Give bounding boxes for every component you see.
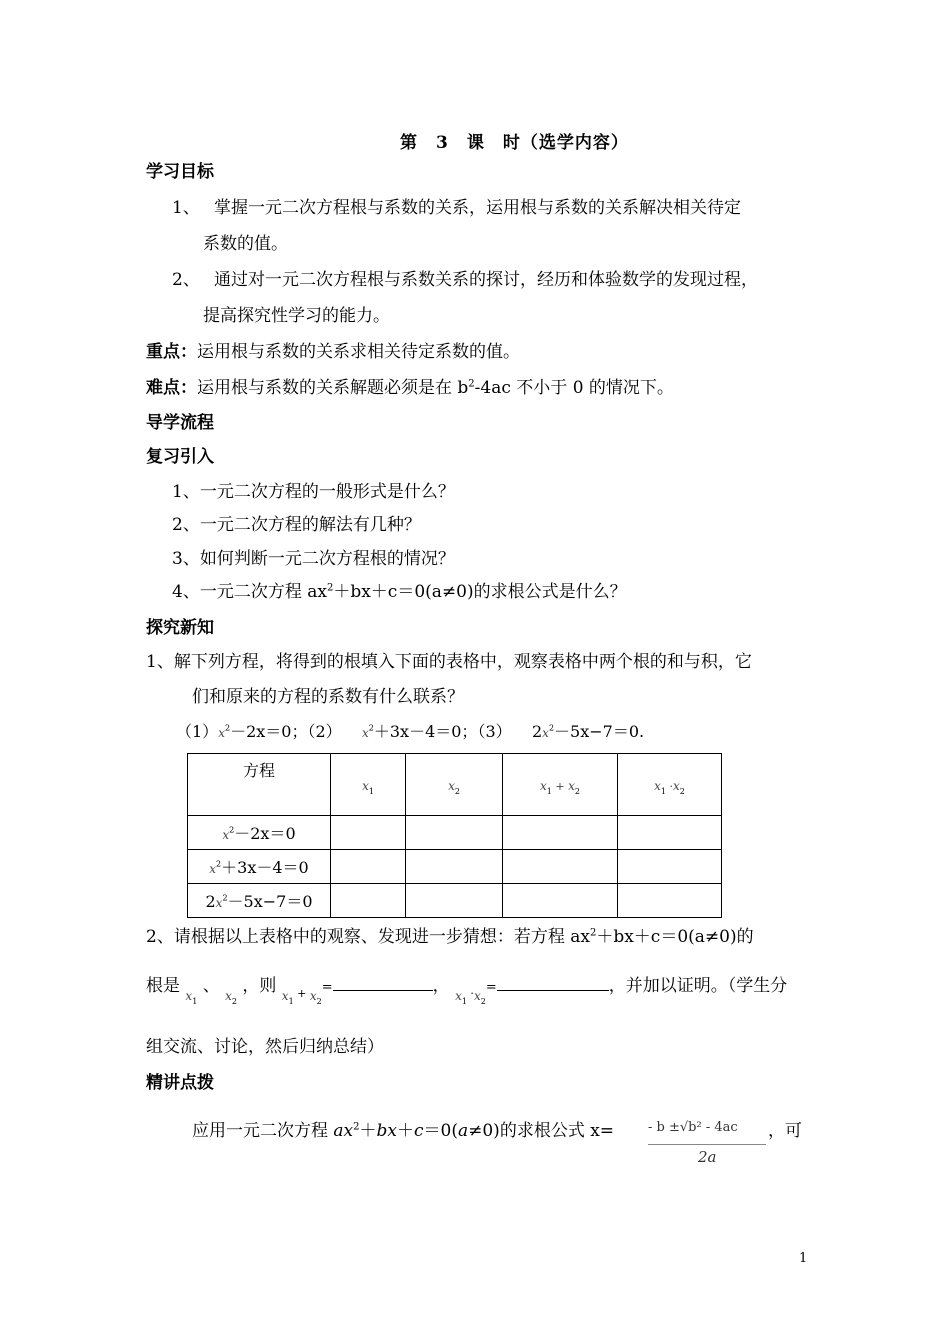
- table-header-equation: 方程: [188, 754, 331, 816]
- review-question-2: 2、一元二次方程的解法有几种？: [172, 515, 421, 535]
- quadratic-formula: [648, 1120, 768, 1170]
- review-question-4: [172, 581, 627, 603]
- explore-heading: 探究新知: [146, 618, 214, 638]
- task2-line1: 2、请根据以上表格中的观察、发现进一步猜想：若方程 $ax^2+bx+c=0(a\ne 0)$的: [146, 927, 754, 947]
- review-question-3: 3、如何判断一元二次方程根的情况？: [172, 549, 455, 569]
- task2-line3: 组交流、讨论，然后归纳总结）: [146, 1037, 384, 1057]
- table-row-3-sum[interactable]: [503, 884, 618, 918]
- sum-answer-blank[interactable]: [333, 974, 433, 991]
- task1-line2: 们和原来的方程的系数有什么联系？: [192, 687, 464, 707]
- review-question-1: 1、一元二次方程的一般形式是什么？: [172, 482, 455, 502]
- review-heading: 复习引入: [146, 447, 214, 467]
- table-header-x2: $x_2$: [406, 754, 503, 816]
- table-row: [188, 816, 722, 850]
- eq3-x: x: [542, 726, 549, 740]
- objective-2-number: 2、: [172, 270, 200, 290]
- page-title: 第 3 课 时（选学内容）: [400, 133, 629, 153]
- review-q4-text-a: 4、一元二次方程 ax: [172, 582, 327, 602]
- lecture-line: 应用一元二次方程 $ax^2+bx+c=0(a\ne 0)$的求根公式 x=: [192, 1121, 615, 1141]
- eq3-label: （3）: [477, 722, 512, 741]
- difficulty-sup: 2: [468, 378, 475, 390]
- table-row-3-x1[interactable]: [331, 884, 406, 918]
- objective-2-line1: 通过对一元二次方程根与系数关系的探讨，经历和体验数学的发现过程，: [214, 270, 758, 290]
- formula-denominator: 2a: [698, 1148, 717, 1166]
- eq2-x: x: [361, 726, 369, 740]
- table-row-1-x2[interactable]: [406, 816, 503, 850]
- table-header-sum: $x_1 + x_2$: [503, 754, 618, 816]
- table-row-3-product[interactable]: [618, 884, 722, 918]
- table-row-2-x2[interactable]: [406, 850, 503, 884]
- review-q4-text-b: ＋bx＋c＝0(a≠0)的求根公式是什么？: [333, 582, 627, 602]
- table-row: [188, 884, 722, 918]
- table-row-2-product[interactable]: [618, 850, 722, 884]
- product-answer-blank[interactable]: [497, 974, 609, 991]
- difficulty-text-a: 运用根与系数的关系解题必须是在 b: [197, 378, 469, 398]
- table-row-2-sum[interactable]: [503, 850, 618, 884]
- task2-line2: 根是 $_{x1}$ 、 $_{x2}$ ，则 $_{x1}$ $_+$ $_{x2}$= ， $_{x1}$ $_{\cdot x2}$= ，并加以证明。（学生分: [146, 976, 788, 1007]
- objective-1-line1: 掌握一元二次方程根与系数的关系，运用根与系数的关系解决相关待定: [214, 198, 741, 218]
- table-row-3-equation: $2x^2-5x-7=0$: [188, 884, 331, 918]
- eq3-coef: 2: [531, 722, 543, 741]
- difficulty: [146, 377, 674, 399]
- objective-1-number: 1、: [172, 198, 200, 218]
- lecture-tail: ，可: [768, 1121, 802, 1141]
- table-row-3-x2[interactable]: [406, 884, 503, 918]
- table-header-x1: $x_1$: [331, 754, 406, 816]
- table-header-row: [188, 754, 722, 816]
- formula-numerator: - b ±√b² - 4ac: [648, 1120, 738, 1135]
- eq2-rest: ＋3x－4＝0；: [373, 722, 478, 741]
- objectives-heading: 学习目标: [146, 162, 214, 182]
- lecture-heading: 精讲点拨: [146, 1073, 214, 1093]
- objective-1-line2: 系数的值。: [203, 234, 288, 254]
- table-row-2-x1[interactable]: [331, 850, 406, 884]
- table-row: [188, 850, 722, 884]
- roots-table: [187, 753, 722, 918]
- eq1-x: x: [218, 726, 225, 740]
- eq3-rest: －5x−7＝0.: [554, 722, 645, 741]
- table-row-1-equation: $x^2-2x=0$: [188, 816, 331, 850]
- equation-list: $(1)x^2-2x=0$；（2） $x^2+3x-4=0$；（3） $2x^2-5x-7=0$.: [176, 722, 645, 741]
- flow-heading: 导学流程: [146, 413, 214, 433]
- page-number: 1: [799, 1251, 808, 1266]
- formula-bar: [648, 1144, 766, 1145]
- table-row-1-x1[interactable]: [331, 816, 406, 850]
- eq1-label: （1）: [176, 722, 219, 741]
- review-q4-sup: 2: [326, 582, 334, 594]
- key-point: [146, 341, 520, 363]
- difficulty-label: 难点：: [146, 378, 197, 398]
- key-point-text: 运用根与系数的关系求相关待定系数的值。: [197, 342, 520, 362]
- table-row-1-sum[interactable]: [503, 816, 618, 850]
- objective-2-line2: 提高探究性学习的能力。: [203, 306, 390, 326]
- eq1-rest: －2x＝0；: [230, 722, 308, 741]
- table-row-1-product[interactable]: [618, 816, 722, 850]
- task1-line1: 1、解下列方程，将得到的根填入下面的表格中，观察表格中两个根的和与积，它: [146, 652, 752, 672]
- difficulty-text-b: -4ac 不小于 0 的情况下。: [474, 378, 674, 398]
- eq2-label: （2）: [307, 722, 342, 741]
- table-header-product: $x_1 \cdot x_2$: [618, 754, 722, 816]
- table-row-2-equation: $x^2+3x-4=0$: [188, 850, 331, 884]
- key-point-label: 重点：: [146, 342, 197, 362]
